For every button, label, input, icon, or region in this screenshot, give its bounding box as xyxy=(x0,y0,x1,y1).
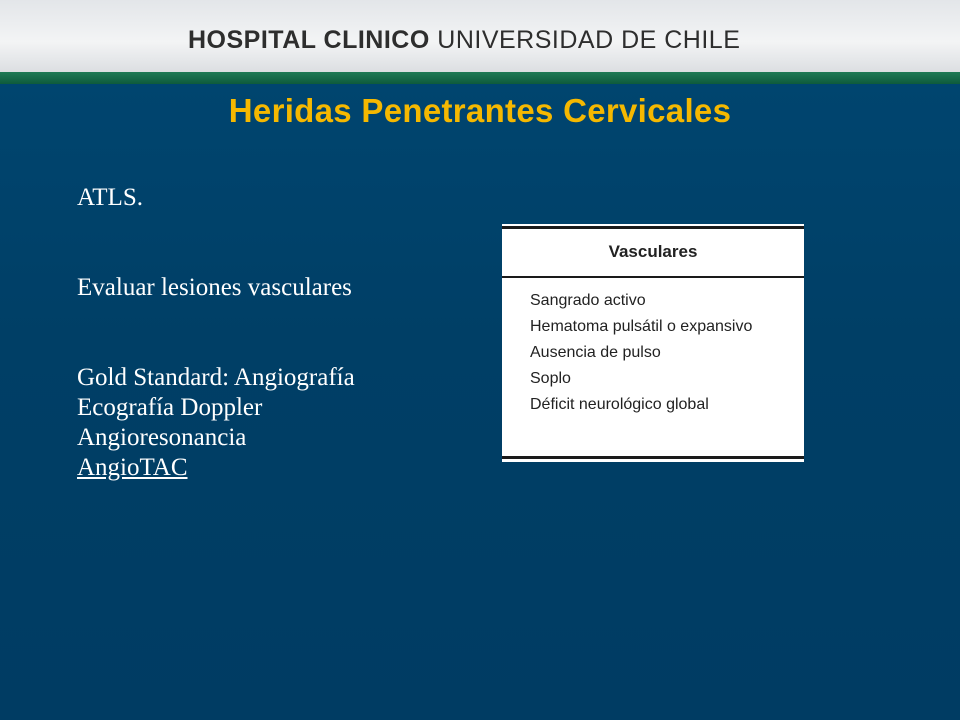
bullet-angioresonancia: Angioresonancia xyxy=(77,424,247,451)
table-top-rule xyxy=(502,226,804,229)
table-items xyxy=(530,288,752,418)
table-item: Ausencia de pulso xyxy=(530,344,661,361)
brand-bold: HOSPITAL CLINICO xyxy=(188,26,430,54)
brand-light: UNIVERSIDAD DE CHILE xyxy=(437,26,741,54)
table-item: Sangrado activo xyxy=(530,292,646,309)
table-header-rule xyxy=(502,276,804,278)
hospital-logo-text xyxy=(188,26,740,55)
bullet-gold-standard: Gold Standard: Angiografía xyxy=(77,364,355,391)
hospital-header xyxy=(0,0,960,76)
green-divider-band xyxy=(0,72,960,84)
slide-title: Heridas Penetrantes Cervicales xyxy=(228,92,732,129)
table-heading: Vasculares xyxy=(608,242,698,261)
bullet-vascular-eval: Evaluar lesiones vasculares xyxy=(77,274,352,301)
bullet-list xyxy=(77,183,355,483)
table-item: Soplo xyxy=(530,370,571,387)
bullet-atls: ATLS. xyxy=(77,184,143,211)
bullet-doppler: Ecografía Doppler xyxy=(77,394,263,421)
table-bottom-rule xyxy=(502,456,804,459)
angiotac-link[interactable]: AngioTAC xyxy=(77,454,188,481)
vascular-signs-table xyxy=(502,224,804,462)
table-item: Hematoma pulsátil o expansivo xyxy=(530,318,753,335)
table-item: Déficit neurológico global xyxy=(530,396,709,413)
